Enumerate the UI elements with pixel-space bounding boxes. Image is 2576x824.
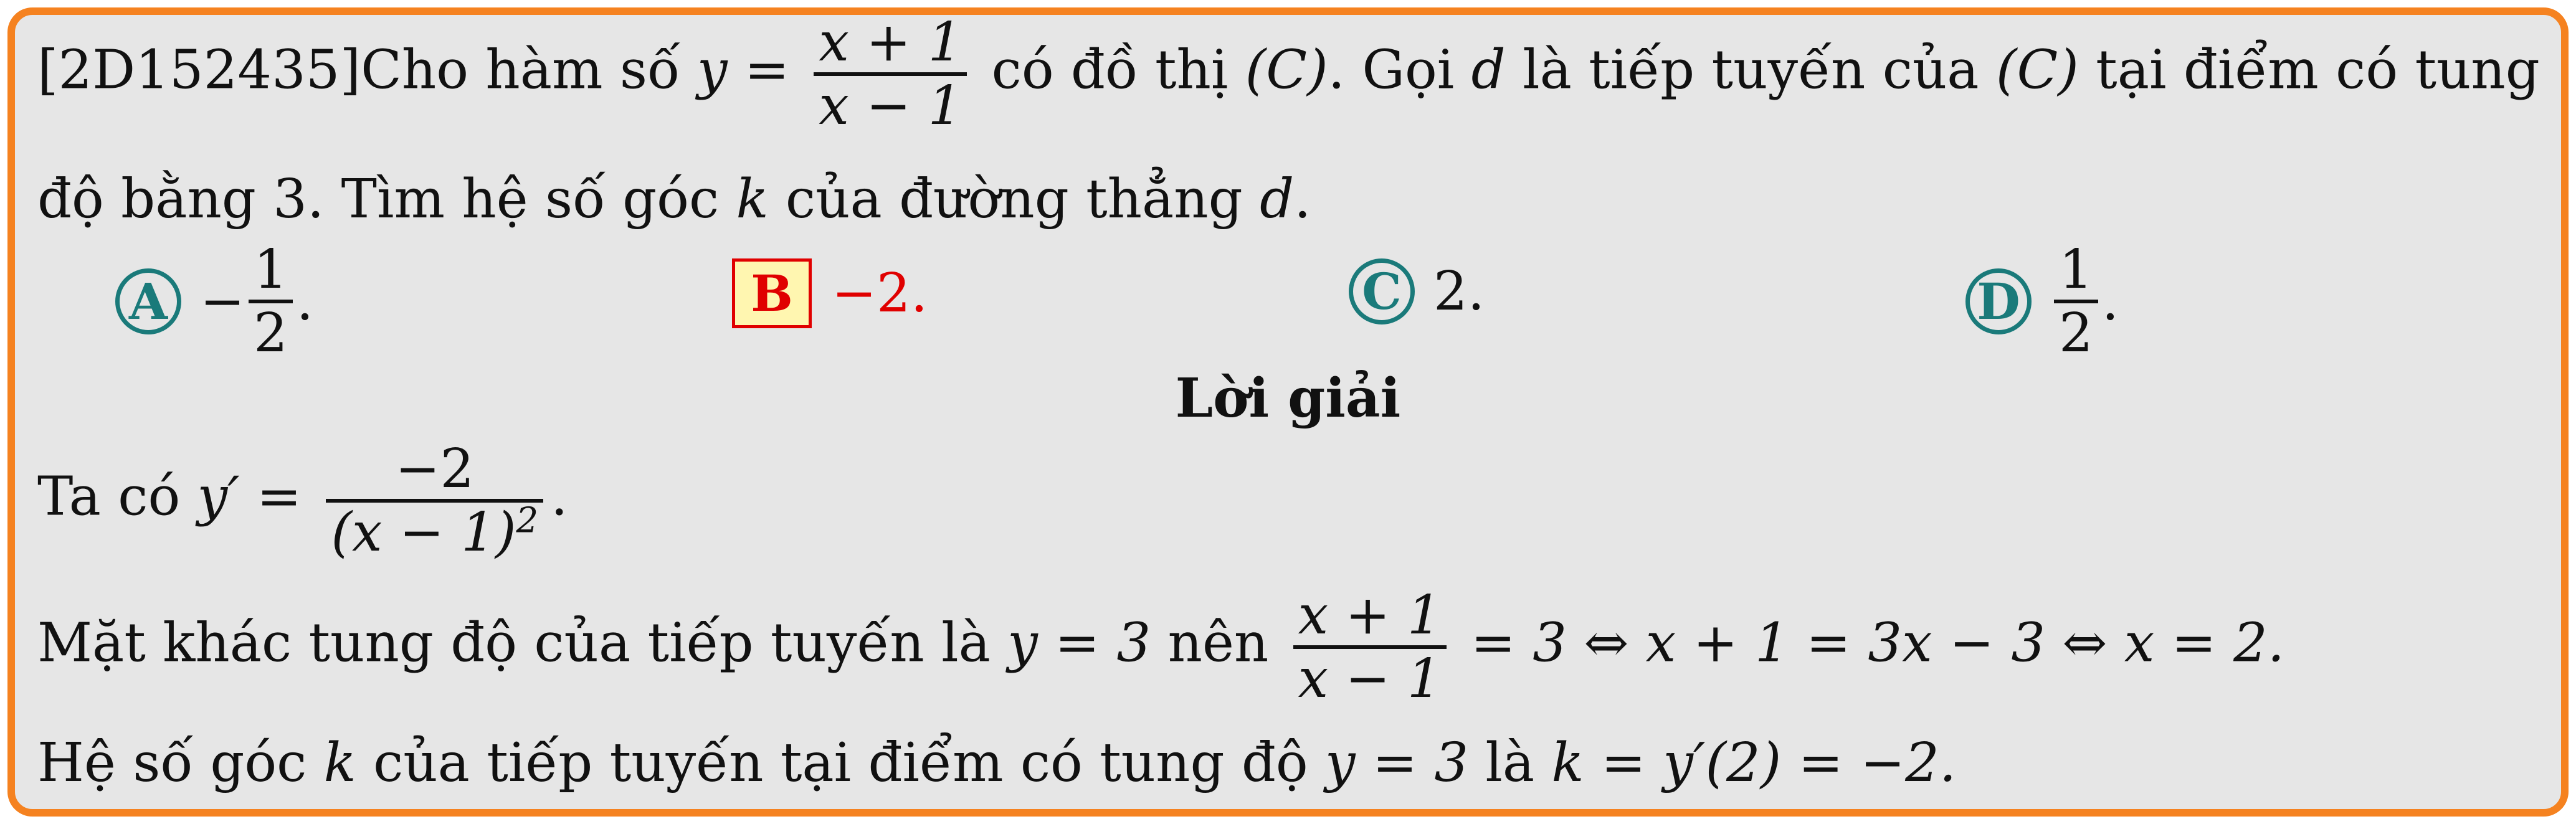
solution-heading: Lời giải xyxy=(1175,367,1401,430)
solution-text: nên xyxy=(1167,612,1269,675)
math-curve: (C) xyxy=(1245,39,1328,102)
fraction-denominator: 2 xyxy=(2059,302,2093,364)
option-a-suffix: . xyxy=(296,270,314,333)
solution-text: . xyxy=(551,465,568,528)
fraction-numerator: x + 1 xyxy=(1298,584,1442,646)
denominator-exponent: 2 xyxy=(516,500,539,541)
problem-text: là tiếp tuyến của xyxy=(1523,39,1979,102)
solution-line-3 xyxy=(37,732,1956,794)
problem-text: độ bằng 3. Tìm hệ số góc xyxy=(37,168,720,230)
problem-line-1 xyxy=(37,12,2540,136)
denominator-base: (x − 1) xyxy=(331,501,516,564)
solution-text: Mặt khác tung độ của tiếp tuyến là xyxy=(37,612,991,675)
option-c-marker: C xyxy=(1349,258,1415,324)
function-fraction xyxy=(814,12,967,136)
problem-code: [2D152435] xyxy=(37,39,361,102)
math-d: d xyxy=(1471,39,1506,102)
math-equation-chain: = 3 ⇔ x + 1 = 3x − 3 ⇔ x = 2. xyxy=(1470,612,2285,675)
option-d-suffix: . xyxy=(2101,270,2119,333)
option-b[interactable] xyxy=(732,258,928,328)
fraction-numerator: 1 xyxy=(2059,239,2093,301)
problem-text: có đồ thị xyxy=(991,39,1229,102)
fraction-denominator: x − 1 xyxy=(1298,648,1442,710)
option-c[interactable] xyxy=(1349,258,1485,324)
option-d[interactable] xyxy=(1965,240,2119,363)
option-d-fraction xyxy=(2054,240,2098,363)
option-a-sign: − xyxy=(200,270,245,333)
fraction-denominator: 2 xyxy=(254,302,288,364)
option-c-value: 2. xyxy=(1433,260,1485,323)
solution-text: là xyxy=(1485,732,1535,794)
solution-text: Ta có xyxy=(37,465,181,528)
math-y: y = xyxy=(697,39,790,102)
solution-fraction xyxy=(1293,585,1447,709)
problem-line-2 xyxy=(37,168,1311,230)
math-curve: (C) xyxy=(1995,39,2079,102)
math-result: k = y′(2) = −2. xyxy=(1551,732,1957,794)
problem-text: của đường thẳng xyxy=(785,168,1243,230)
option-a-fraction xyxy=(249,240,293,363)
fraction-numerator: −2 xyxy=(395,438,475,500)
solution-line-2 xyxy=(37,585,2284,709)
math-k: k xyxy=(323,732,356,794)
problem-text: Cho hàm số xyxy=(361,39,680,102)
solution-line-1 xyxy=(37,439,568,562)
fraction-denominator: x − 1 xyxy=(819,75,962,137)
solution-text: Hệ số góc xyxy=(37,732,307,794)
math-derivative: y′ = xyxy=(197,465,302,528)
problem-text: . xyxy=(1294,168,1311,230)
math-d: d xyxy=(1260,168,1295,230)
fraction-numerator: 1 xyxy=(254,239,288,301)
solution-text: của tiếp tuyến tại điểm có tung độ xyxy=(373,732,1308,794)
option-a[interactable] xyxy=(115,240,313,363)
problem-text: . Gọi xyxy=(1328,39,1455,102)
option-a-marker: A xyxy=(115,268,181,334)
option-b-marker-correct: B xyxy=(732,258,812,328)
math-k: k xyxy=(736,168,769,230)
fraction-numerator: x + 1 xyxy=(819,11,962,73)
math-y-eq-3: y = 3 xyxy=(1007,612,1151,675)
derivative-fraction xyxy=(326,439,543,562)
option-b-value: −2. xyxy=(832,262,928,324)
problem-text: tại điểm có tung xyxy=(2096,39,2540,102)
option-d-marker: D xyxy=(1965,268,2032,334)
math-y-eq-3: y = 3 xyxy=(1325,732,1469,794)
fraction-denominator xyxy=(326,500,543,564)
